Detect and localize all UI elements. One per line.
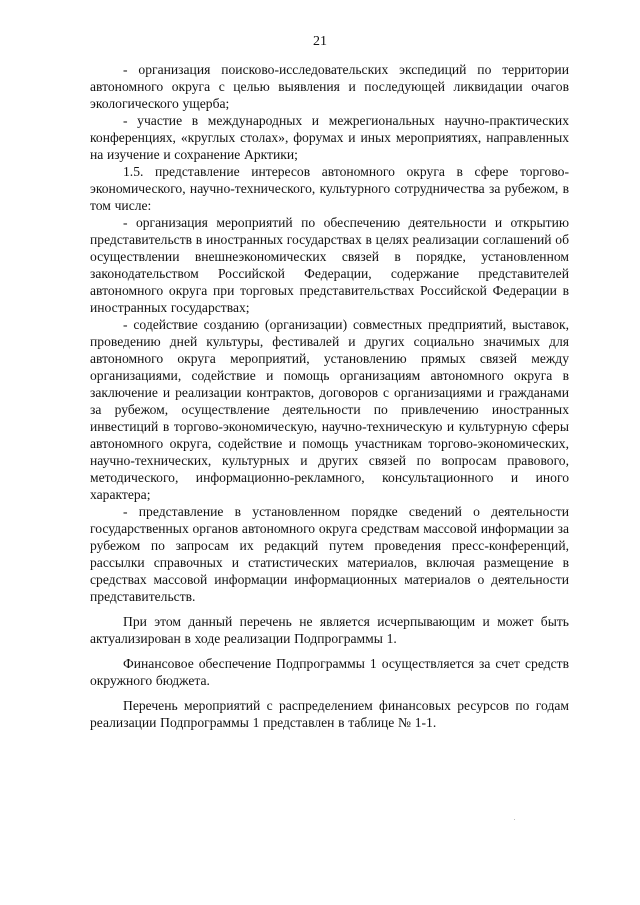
paragraph-list-not-exhaustive: При этом данный перечень не является исчерпывающим и может быть актуализирован в ходе реализации Подпрограммы 1. <box>90 614 569 646</box>
paragraph-media-information: - представление в установленном порядке сведений о деятельности государственных органов автономного округа средствам массовой информации за рубежом по запросам их редакций путем проведения пресс-конференций, рассылки справочных и статистических материалов, включая размещение в средствах массовой информации информационных материалов о деятельности представительств. <box>90 504 569 604</box>
scan-speck <box>514 819 515 820</box>
paragraph-activities-table-reference: Перечень мероприятий с распределением финансовых ресурсов по годам реализации Подпрограммы 1 представлен в таблице № 1-1. <box>90 698 569 730</box>
paragraph-expeditions: - организация поисково-исследовательских экспедиций по территории автономного округа с целью выявления и последующей ликвидации очагов экологического ущерба; <box>90 62 569 111</box>
paragraph-financing: Финансовое обеспечение Подпрограммы 1 осуществляется за счет средств окружного бюджета. <box>90 656 569 688</box>
paragraph-arctic-conferences: - участие в международных и межрегиональных научно-практических конференциях, «круглых столах», форумах и иных мероприятиях, направленных на изучение и сохранение Арктики; <box>90 113 569 162</box>
document-body <box>90 61 569 731</box>
paragraph-foreign-representation: 1.5. представление интересов автономного округа в сфере торгово-экономического, научно-технического, культурного сотрудничества за рубежом, в том числе: <box>90 164 569 213</box>
page-number: 21 <box>313 34 327 49</box>
paragraph-joint-ventures: - содействие созданию (организации) совместных предприятий, выставок, проведению дней культуры, фестивалей и других социально значимых для автономного округа мероприятий, установлению прямых связей между организациями, содействие и помощь организациям автономного округа в заключение и реализации контрактов, договоров с организациями и гражданами за рубежом, осуществление деятельности по привлечению иностранных инвестиций в торгово-экономическую, научно-техническую и культурную сферы автономного округа, содействие и помощь участникам торгово-экономических, научно-технических, культурных и других связей по вопросам правового, методического, информационно-рекламного, консультационного и иного характера; <box>90 317 569 502</box>
paragraph-representative-offices: - организация мероприятий по обеспечению деятельности и открытию представительств в иностранных государствах в целях реализации соглашений об осуществлении внешнеэкономических связей в порядке, установленном законодательством Российской Федерации, содержание представителей автономного округа при торговых представительствах Российской Федерации в иностранных государствах; <box>90 215 569 315</box>
